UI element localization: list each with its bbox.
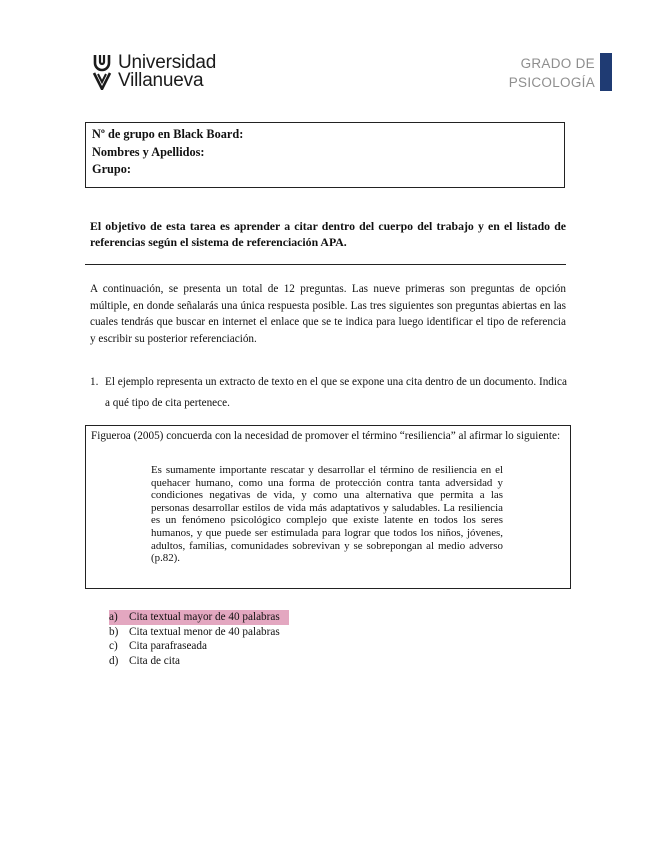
department-label [509, 54, 595, 92]
option-label: Cita textual menor de 40 palabras [129, 625, 280, 638]
option-letter: c) [109, 640, 118, 652]
intro-paragraph: A continuación, se presenta un total de 12 preguntas. Las nueve primeras son preguntas de opción múltiple, en donde señalarás una única respuesta posible. Las tres siguientes son preguntas abiertas en las cuales tendrás que buscar en internet el enlace que se te indica para luego identificar el tipo de referencia y escribir su posterior referenciación. [90, 283, 566, 345]
quote-example-box [85, 425, 571, 589]
option-a[interactable] [109, 610, 289, 625]
department-line2: PSICOLOGÍA [508, 75, 595, 90]
department-line1: GRADO DE [520, 56, 595, 71]
quote-lead-text: Figueroa (2005) concuerda con la necesidad de promover el término “resiliencia” al afirmar lo siguiente: [91, 430, 561, 442]
question-number: 1. [90, 376, 99, 388]
names-label: Nombres y Apellidos: [92, 144, 205, 159]
option-label: Cita de cita [129, 654, 180, 667]
option-letter: d) [109, 654, 119, 667]
answer-options [109, 610, 329, 668]
option-letter: a) [109, 611, 118, 623]
university-logo-u-icon [92, 54, 112, 72]
option-label: Cita textual mayor de 40 palabras [129, 611, 280, 623]
university-logo-v-icon [92, 72, 112, 90]
group-label: Grupo: [92, 162, 131, 176]
option-letter: b) [109, 625, 119, 638]
objective-text: El objetivo de esta tarea es aprender a citar dentro del cuerpo del trabajo y en el listado de referencias según el sistema de referenciación APA. [90, 219, 566, 249]
university-name-line1: Universidad [118, 52, 217, 73]
section-divider [85, 264, 566, 265]
question-text: El ejemplo representa un extracto de texto en el que se expone una cita dentro de un documento. Indica a qué tipo de cita pertenece. [105, 376, 567, 409]
university-logo [92, 54, 216, 90]
option-c[interactable] [109, 639, 329, 654]
university-name-line2: Villanueva [118, 70, 204, 91]
group-number-label: Nº de grupo en Black Board: [92, 127, 244, 141]
department-accent-bar [600, 53, 612, 91]
option-d[interactable] [109, 654, 329, 669]
group-info-box [85, 122, 565, 188]
question-1 [90, 372, 570, 414]
block-quote: Es sumamente importante rescatar y desarrollar el término de resiliencia en el quehacer humano, como una forma de protección contra tanta adversidad y condiciones negativas de vida, y como una alternativa que permita a las personas desarrollar estilos de vida más adaptativos y saludables. La resiliencia es un fenómeno psicológico complejo que existe latente en todos los seres humanos, y que puede ser estimulada para lograr que todos los niños, jóvenes, adultos, familias, comunidades sobrevivan y se sobrepongan al medio adverso (p.82). [151, 464, 503, 565]
option-label: Cita parafraseada [129, 640, 207, 652]
option-b[interactable] [109, 625, 329, 640]
